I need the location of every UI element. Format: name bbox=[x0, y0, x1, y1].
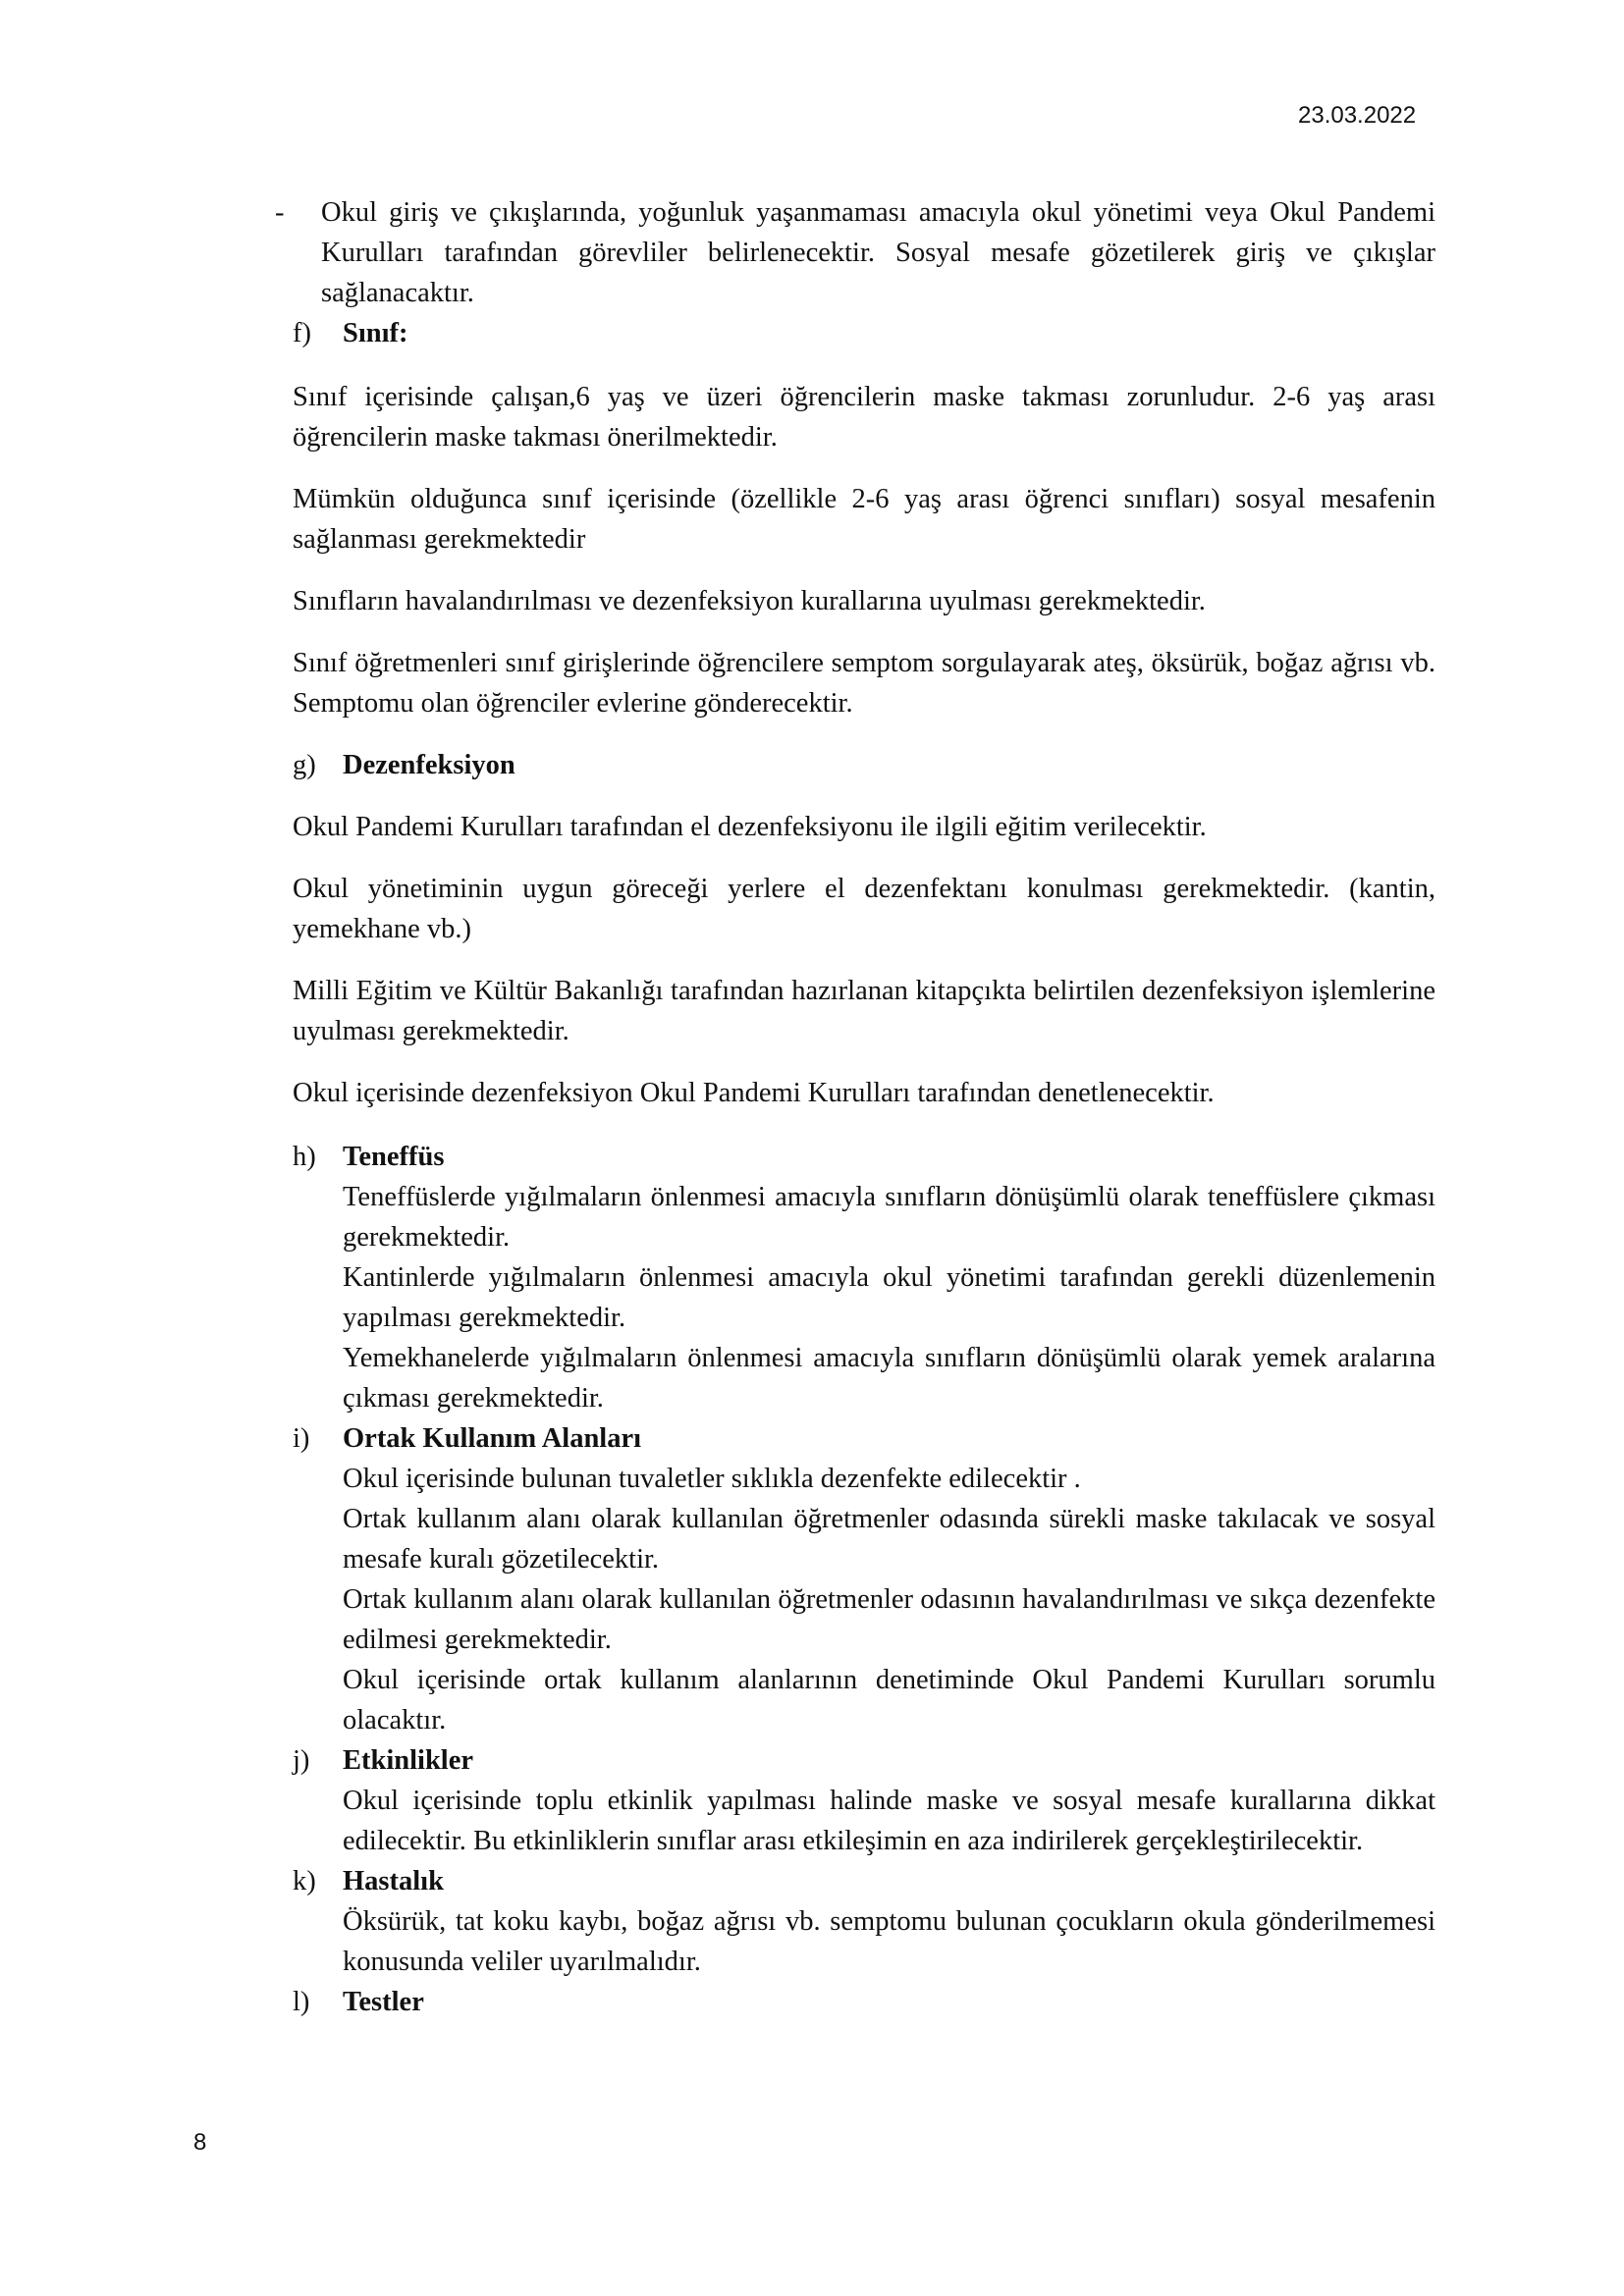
paragraph: Teneffüslerde yığılmaların önlenmesi amacıyla sınıfların dönüşümlü olarak teneffüslere çıkması gerekmektedir. bbox=[343, 1182, 1435, 1253]
paragraph: Okul içerisinde bulunan tuvaletler sıklıkla dezenfekte edilecektir . bbox=[343, 1464, 1081, 1494]
paragraph: Ortak kullanım alanı olarak kullanılan öğretmenler odasında sürekli maske takılacak ve sosyal mesafe kuralı gözetilecektir. bbox=[343, 1504, 1435, 1575]
section-heading-dezenfeksiyon bbox=[275, 745, 1435, 785]
paragraph: Okul Pandemi Kurulları tarafından el dezenfeksiyonu ile ilgili eğitim verilecektir. bbox=[293, 812, 1207, 842]
section-label: f) bbox=[293, 318, 311, 348]
header-date: 23.03.2022 bbox=[1298, 102, 1417, 129]
section-label: g) bbox=[293, 750, 316, 780]
intro-bullet bbox=[275, 192, 1435, 313]
paragraph: Öksürük, tat koku kaybı, boğaz ağrısı vb. semptomu bulunan çocukların okula gönderilmemesi konusunda veliler uyarılmalıdır. bbox=[343, 1906, 1435, 1977]
section-title: Testler bbox=[343, 1987, 424, 2017]
page-number: 8 bbox=[193, 2129, 207, 2156]
section-heading-testler bbox=[275, 1982, 1435, 2022]
intro-bullet-text: Okul giriş ve çıkışlarında, yoğunluk yaşanmaması amacıyla okul yönetimi veya Okul Pandemi Kurulları tarafından görevliler belirlenecektir. Sosyal mesafe gözetilerek giriş ve çıkışlar sağlanacaktır. bbox=[321, 197, 1435, 308]
section-title: Sınıf: bbox=[343, 318, 408, 348]
section-title: Hastalık bbox=[343, 1866, 444, 1896]
paragraph: Yemekhanelerde yığılmaların önlenmesi amacıyla sınıfların dönüşümlü olarak yemek aralarına çıkması gerekmektedir. bbox=[343, 1343, 1435, 1414]
section-label: i) bbox=[293, 1423, 310, 1454]
paragraph: Okul içerisinde toplu etkinlik yapılması halinde maske ve sosyal mesafe kurallarına dikkat edilecektir. Bu etkinliklerin sınıflar arası etkileşimin en aza indirilerek gerçekleştirilecektir. bbox=[343, 1786, 1435, 1856]
section-label: h) bbox=[293, 1142, 316, 1172]
section-heading-ortak-kullanim bbox=[275, 1418, 1435, 1459]
section-title: Teneffüs bbox=[343, 1142, 445, 1172]
section-heading-etkinlikler bbox=[275, 1740, 1435, 1781]
paragraph: Okul içerisinde ortak kullanım alanlarının denetiminde Okul Pandemi Kurulları sorumlu olacaktır. bbox=[343, 1665, 1435, 1735]
section-label: j) bbox=[293, 1745, 310, 1776]
paragraph: Okul yönetiminin uygun göreceği yerlere el dezenfektanı konulması gerekmektedir. (kantin, yemekhane vb.) bbox=[293, 874, 1435, 944]
section-heading-hastalik bbox=[275, 1861, 1435, 1901]
paragraph: Ortak kullanım alanı olarak kullanılan öğretmenler odasının havalandırılması ve sıkça dezenfekte edilmesi gerekmektedir. bbox=[343, 1584, 1435, 1655]
paragraph: Kantinlerde yığılmaların önlenmesi amacıyla okul yönetimi tarafından gerekli düzenlemenin yapılması gerekmektedir. bbox=[343, 1262, 1435, 1333]
paragraph: Sınıf öğretmenleri sınıf girişlerinde öğrencilere semptom sorgulayarak ateş, öksürük, boğaz ağrısı vb. Semptomu olan öğrenciler evlerine gönderecektir. bbox=[293, 648, 1435, 719]
section-label: l) bbox=[293, 1987, 310, 2017]
paragraph: Milli Eğitim ve Kültür Bakanlığı tarafından hazırlanan kitapçıkta belirtilen dezenfeksiyon işlemlerine uyulması gerekmektedir. bbox=[293, 976, 1435, 1046]
section-label: k) bbox=[293, 1866, 316, 1896]
dash-bullet-icon: - bbox=[275, 197, 285, 228]
section-title: Etkinlikler bbox=[343, 1745, 474, 1776]
document-body bbox=[275, 192, 1435, 2022]
section-title: Ortak Kullanım Alanları bbox=[343, 1423, 642, 1454]
paragraph: Sınıf içerisinde çalışan,6 yaş ve üzeri öğrencilerin maske takması zorunludur. 2-6 yaş arası öğrencilerin maske takması önerilmektedir. bbox=[293, 382, 1435, 453]
paragraph: Mümkün olduğunca sınıf içerisinde (özellikle 2-6 yaş arası öğrenci sınıfları) sosyal mesafenin sağlanması gerekmektedir bbox=[293, 484, 1435, 555]
section-heading-sinif bbox=[275, 313, 1435, 353]
paragraph: Sınıfların havalandırılması ve dezenfeksiyon kurallarına uyulması gerekmektedir. bbox=[293, 586, 1206, 616]
section-heading-teneffus bbox=[275, 1137, 1435, 1177]
section-title: Dezenfeksiyon bbox=[343, 750, 515, 780]
paragraph: Okul içerisinde dezenfeksiyon Okul Pandemi Kurulları tarafından denetlenecektir. bbox=[293, 1078, 1215, 1108]
